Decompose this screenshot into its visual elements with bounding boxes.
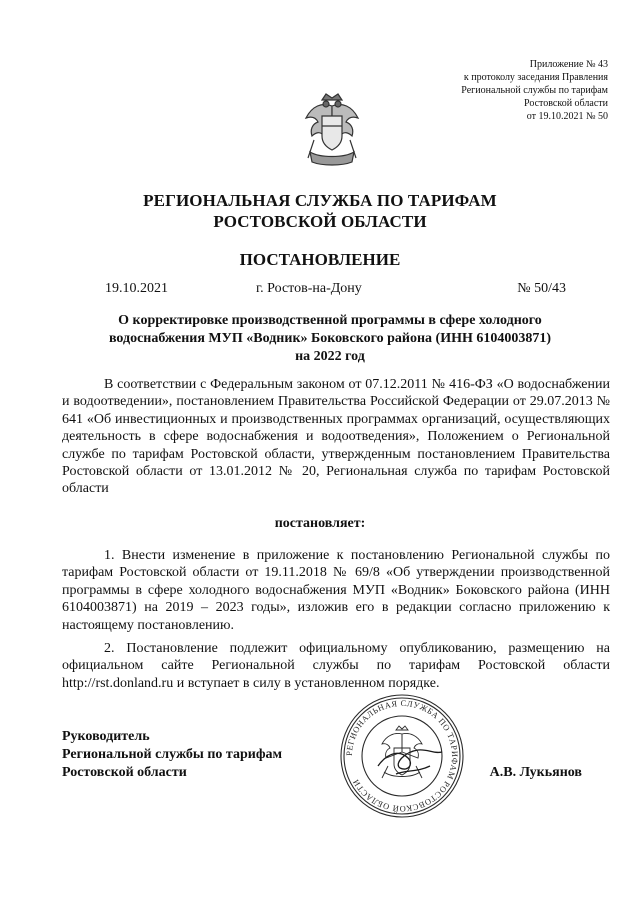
coat-of-arms-icon [300, 92, 364, 170]
official-seal-icon [338, 692, 466, 820]
appendix-note [348, 58, 608, 123]
appendix-line: Ростовской области [524, 98, 608, 109]
signatory-name: А.В. Лукьянов [489, 765, 582, 780]
document-city: г. Ростов-на-Дону [256, 281, 362, 296]
organization-title [0, 190, 640, 232]
document-number: № 50/43 [517, 281, 566, 296]
document-subject [70, 312, 590, 366]
appendix-line: Приложение № 43 [529, 59, 608, 70]
subject-line: водоснабжения МУП «Водник» Боковского района (ИНН 6104003871) [108, 331, 552, 346]
decree-word: постановляет: [274, 516, 366, 531]
decree-item-2: 2. Постановление подлежит официальному опубликованию, размещению на официальном сайте Региональной службы по тарифам Ростовской области http://rst.donland.ru и вступает в силу в установленном порядке. [62, 641, 610, 691]
signatory-title-line: Региональной службы по тарифам [62, 747, 283, 762]
organization-title-line: РОСТОВСКОЙ ОБЛАСТИ [213, 212, 427, 231]
document-date: 19.10.2021 [105, 281, 168, 296]
organization-title-line: РЕГИОНАЛЬНАЯ СЛУЖБА ПО ТАРИФАМ [143, 191, 497, 210]
appendix-line: к протоколу заседания Правления [463, 72, 608, 83]
subject-line: О корректировке производственной программы в сфере холодного [118, 313, 542, 328]
signatory-title [62, 728, 282, 782]
preamble-paragraph: В соответствии с Федеральным законом от 07.12.2011 № 416-ФЗ «О водоснабжении и водоотведении», постановлением Правительства Российской Федерации от 29.07.2013 № 641 «Об инвестиционных и производственных программах организаций, осуществляющих деятельность в сфере водоснабжения и водоотведения», Положением о Региональной службе по тарифам Ростовской области, утвержденным постановлением Правительства Ростовской области от 13.01.2012 № 20, Региональная служба по тарифам Ростовской области [62, 377, 610, 497]
decree-item-1: 1. Внести изменение в приложение к постановлению Региональной службы по тарифам Ростовской области от 19.11.2018 № 69/8 «Об утверждении производственной программы в сфере холодного водоснабжения МУП «Водник» Боковского района (ИНН 6104003871) на 2019 – 2023 годы», изложив его в редакции согласно приложению к настоящему постановлению. [62, 548, 610, 633]
document-type-heading: ПОСТАНОВЛЕНИЕ [239, 250, 401, 269]
subject-line: на 2022 год [295, 349, 365, 364]
seal-text: РЕГИОНАЛЬНАЯ СЛУЖБА ПО ТАРИФАМ РОСТОВСКОЙ ОБЛАСТИ [344, 698, 460, 814]
signatory-title-line: Ростовской области [62, 765, 187, 780]
appendix-line: Региональной службы по тарифам [461, 85, 608, 96]
signatory-title-line: Руководитель [62, 729, 150, 744]
appendix-line: от 19.10.2021 № 50 [526, 111, 608, 122]
